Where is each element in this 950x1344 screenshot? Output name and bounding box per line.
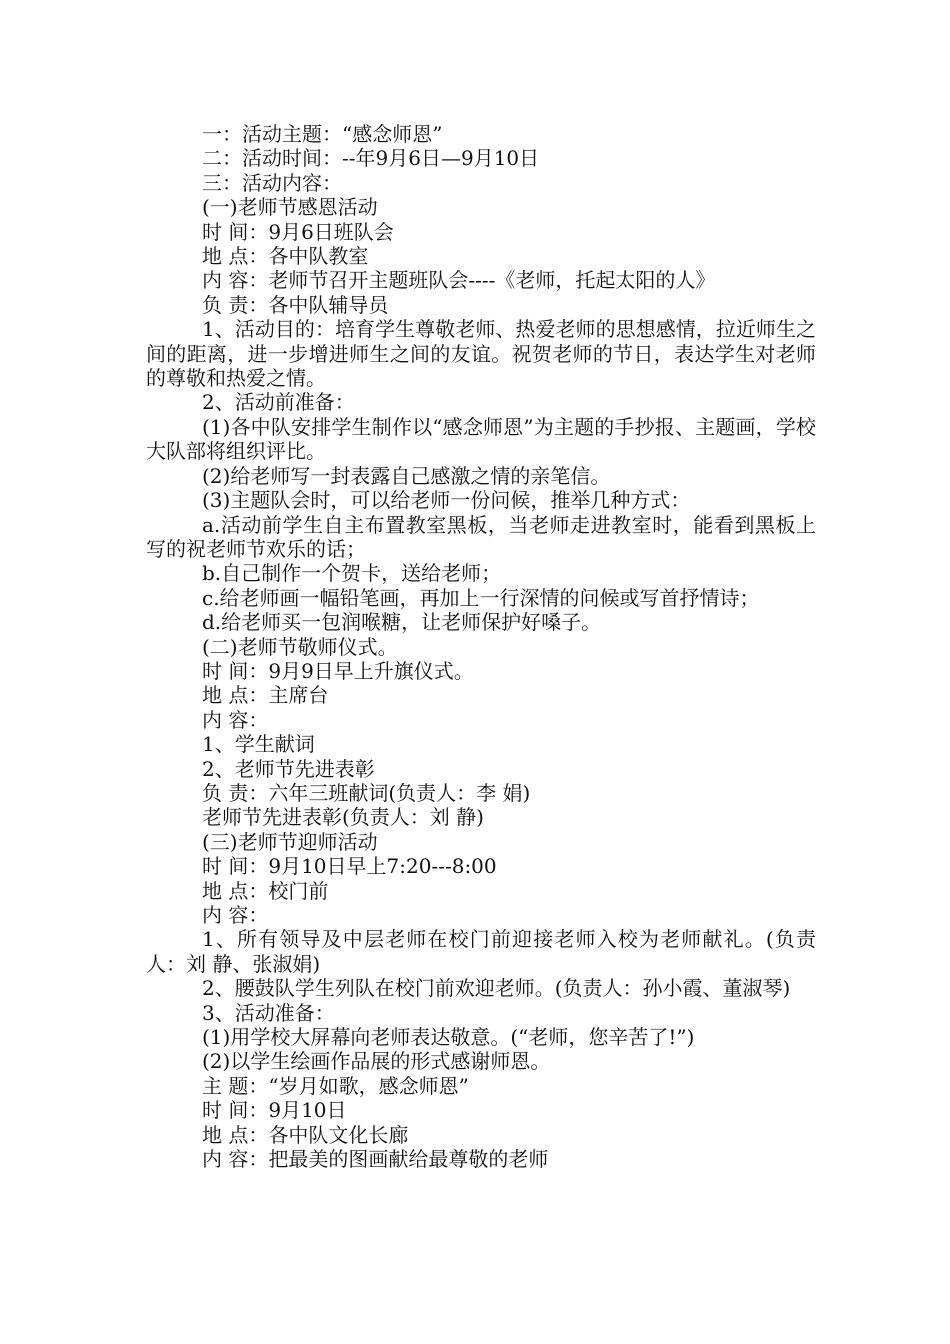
paragraph: 地 点：各中队教室 <box>202 244 369 269</box>
paragraph-content-heading: 三：活动内容： <box>202 170 342 195</box>
paragraph: 内 容：老师节召开主题班队会----《老师，托起太阳的人》 <box>202 268 716 293</box>
paragraph-time: 二：活动时间：--年9月6日—9月10日 <box>202 146 540 171</box>
paragraph: (2)以学生绘画作品展的形式感谢师恩。 <box>202 1049 551 1074</box>
document-body <box>146 122 816 1171</box>
paragraph: 地 点：主席台 <box>202 683 329 708</box>
paragraph: (3)主题队会时，可以给老师一份问候，推举几种方式： <box>202 488 691 513</box>
paragraph: 1、学生献词 <box>202 732 315 757</box>
paragraph: 地 点：校门前 <box>202 878 329 903</box>
paragraph: b.自己制作一个贺卡，送给老师； <box>202 561 502 586</box>
paragraph: (1)用学校大屏幕向老师表达敬意。(“老师，您辛苦了!”) <box>202 1025 695 1050</box>
paragraph: 负 责：各中队辅导员 <box>202 292 389 317</box>
paragraph: a.活动前学生自主布置教室黑板，当老师走进教室时，能看到黑板上写的祝老师节欢乐的话； <box>146 512 816 561</box>
paragraph: 1、活动目的：培育学生尊敬老师、热爱老师的思想感情，拉近师生之间的距离，进一步增进师生之间的友谊。祝贺老师的节日，表达学生对老师的尊敬和热爱之情。 <box>146 317 816 391</box>
paragraph: 内 容： <box>202 903 269 927</box>
paragraph: 1、所有领导及中层老师在校门前迎接老师入校为老师献礼。(负责人：刘 静、张淑娟) <box>146 927 816 976</box>
paragraph: (1)各中队安排学生制作以“感念师恩”为主题的手抄报、主题画，学校大队部将组织评比。 <box>146 414 816 464</box>
paragraph: 主 题：“岁月如歌，感念师恩” <box>202 1073 469 1098</box>
paragraph: 2、腰鼓队学生列队在校门前欢迎老师。(负责人：孙小霞、董淑琴) <box>202 976 791 1001</box>
paragraph: d.给老师买一包润喉糖，让老师保护好嗓子。 <box>202 610 602 635</box>
paragraph: 负 责：六年三班献词(负责人：李 娟) <box>202 780 531 805</box>
paragraph: 时 间：9月6日班队会 <box>202 219 394 244</box>
paragraph: 内 容：把最美的图画献给最尊敬的老师 <box>202 1147 549 1172</box>
paragraph: 3、活动准备： <box>202 1000 335 1025</box>
paragraph: 时 间：9月10日早上7:20---8:00 <box>202 854 497 879</box>
paragraph: 时 间：9月10日 <box>202 1098 347 1123</box>
paragraph: 老师节先进表彰(负责人：刘 静) <box>202 805 484 830</box>
paragraph: 2、活动前准备： <box>202 390 355 415</box>
paragraph: 地 点：各中队文化长廊 <box>202 1122 409 1147</box>
paragraph: 2、老师节先进表彰 <box>202 756 375 781</box>
paragraph: 内 容： <box>202 707 269 732</box>
section-heading-3: (三)老师节迎师活动 <box>202 829 378 854</box>
paragraph-theme: 一：活动主题：“感念师恩” <box>202 122 443 146</box>
paragraph: 时 间：9月9日早上升旗仪式。 <box>202 658 474 683</box>
section-heading-1: (一)老师节感恩活动 <box>202 195 378 220</box>
paragraph: c.给老师画一幅铅笔画，再加上一行深情的问候或写首抒情诗； <box>202 585 760 610</box>
paragraph: (2)给老师写一封表露自己感激之情的亲笔信。 <box>202 463 611 488</box>
section-heading-2: (二)老师节敬师仪式。 <box>202 634 398 659</box>
